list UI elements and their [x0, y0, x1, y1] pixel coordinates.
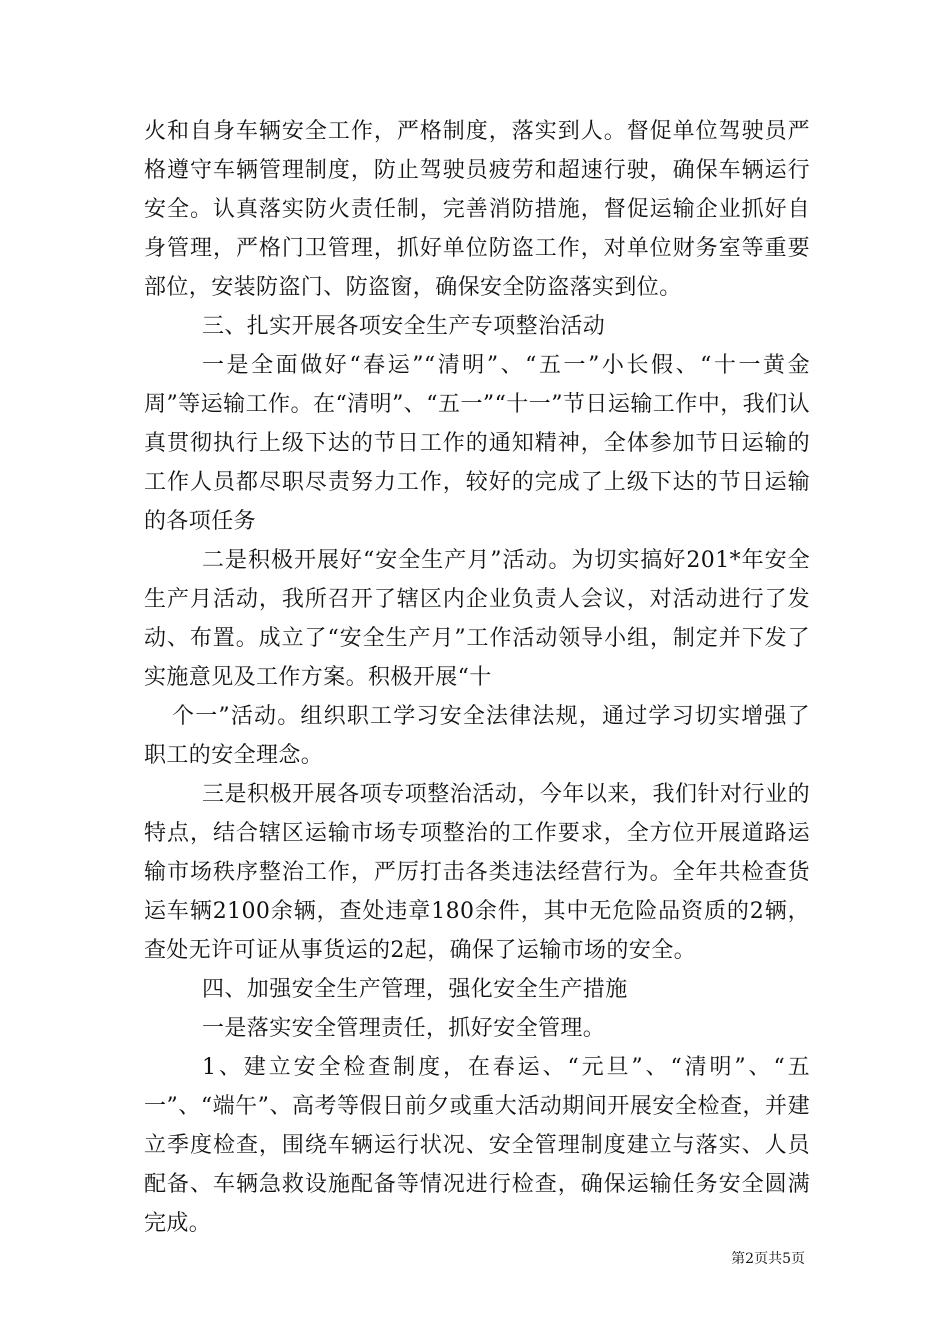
paragraph-safety-month: 二是积极开展好“安全生产月”活动。为切实搞好201*年安全生产月活动，我所召开了辖区内企业负责人会议，对活动进行了发动、布置。成立了“安全生产月”工作活动领导小组，制定并下发了实施意见及工作方案。积极开展“十: [144, 548, 810, 690]
paragraph-holiday-transport: 一是全面做好“春运”“清明”、“五一”小长假、“十一黄金周”等运输工作。在“清明”、“五一”“十一”节日运输工作中，我们认真贯彻执行上级下达的节日工作的通知精神，全体参加节日运输的工作人员都尽职尽责努力工作，较好的完成了上级下达的节日运输的各项任务: [144, 353, 810, 534]
paragraph-responsibility: 一是落实安全管理责任，抓好安全管理。: [202, 1016, 606, 1041]
page-number-footer: 第2页共5页: [731, 1251, 805, 1267]
paragraph-ten-ones: 个一”活动。组织职工学习安全法律法规，通过学习切实增强了职工的安全理念。: [144, 704, 810, 768]
paragraph-fire-safety: 火和自身车辆安全工作，严格制度，落实到人。督促单位驾驶员严格遵守车辆管理制度，防止驾驶员疲劳和超速行驶，确保车辆运行安全。认真落实防火责任制，完善消防措施，督促运输企业抓好自身管理，严格门卫管理，抓好单位防盗工作，对单位财务室等重要部位，安装防盗门、防盗窗，确保安全防盗落实到位。: [144, 119, 810, 300]
document-body: [144, 112, 810, 1243]
paragraph-inspection-system: 1、建立安全检查制度，在春运、“元旦”、“清明”、“五一”、“端午”、高考等假日前夕或重大活动期间开展安全检查，并建立季度检查，围绕车辆运行状况、安全管理制度建立与落实、人员配备、车辆急救设施配备等情况进行检查，确保运输任务安全圆满完成。: [144, 1055, 810, 1236]
section-heading-3: 三、扎实开展各项安全生产专项整治活动: [202, 314, 606, 339]
section-heading-4: 四、加强安全生产管理，强化安全生产措施: [202, 977, 628, 1002]
paragraph-special-rectification: 三是积极开展各项专项整治活动，今年以来，我们针对行业的特点，结合辖区运输市场专项整治的工作要求，全方位开展道路运输市场秩序整治工作，严厉打击各类违法经营行为。全年共检查货运车辆2100余辆，查处违章180余件，其中无危险品资质的2辆，查处无许可证从事货运的2起，确保了运输市场的安全。: [144, 782, 810, 963]
